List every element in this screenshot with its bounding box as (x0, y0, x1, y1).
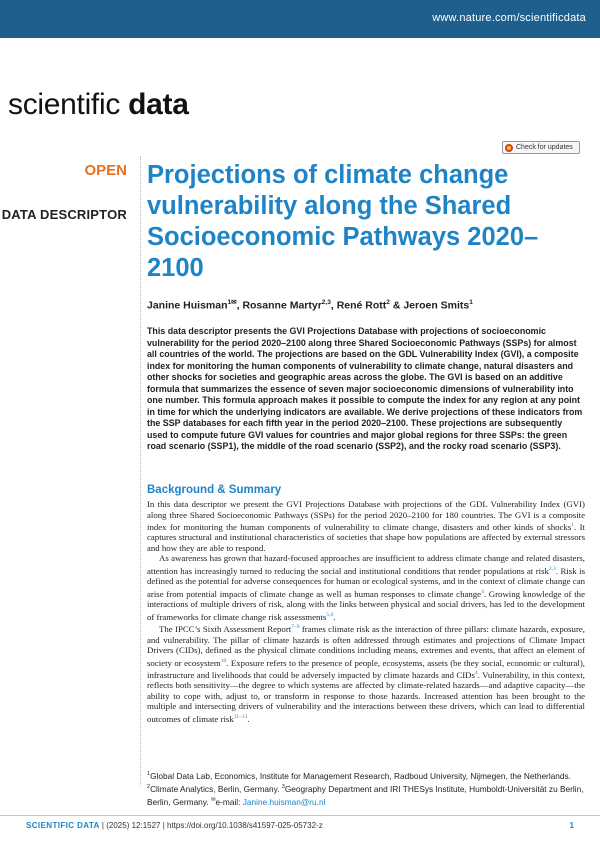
affiliation-number: 3 (281, 783, 285, 790)
paragraph-text: . It captures structural and institutional characteristics of societies that shape how populations are affected by external stressors and how they are able to respond. (147, 521, 586, 553)
footer-separator: | (99, 821, 107, 830)
citation-link[interactable]: 2,3 (548, 565, 556, 572)
citation-link[interactable]: 4 (481, 588, 484, 595)
author-affiliation-ref: 1✉ (227, 299, 237, 306)
author-name[interactable]: René Rott (336, 299, 387, 312)
footer-journal: SCIENTIFIC DATA (26, 821, 100, 830)
citation-link[interactable]: 5,6 (326, 611, 334, 618)
citation-link[interactable]: 10 (220, 657, 227, 664)
journal-logo-light: scientific (8, 88, 121, 121)
crossmark-icon (505, 144, 513, 152)
citation-link[interactable]: 1 (571, 522, 575, 528)
journal-logo-bold: data (128, 88, 189, 121)
mail-icon: ✉ (210, 796, 216, 803)
author-name[interactable]: Jeroen Smits (403, 299, 470, 312)
email-link[interactable]: Janine.huisman@ru.nl (242, 796, 326, 807)
article-body (147, 499, 585, 724)
paragraph (147, 499, 585, 553)
paragraph-text: As awareness has grown that hazard-focused approaches are insufficient to address climate change and related disasters, attention has increasingly turned to reducing the social and institutional conditions that render populations at risk (147, 553, 585, 576)
affiliation-number: 1 (147, 771, 151, 777)
footer-citation[interactable]: (2025) 12:1527 | https://doi.org/10.1038/s41597-025-05732-z (106, 821, 323, 830)
affiliation-text: Geography Department and IRI THESys Institute, Humboldt-Universität zu Berlin, Berlin, Germany. (147, 783, 584, 807)
affiliation-text: Global Data Lab, Economics, Institute for Management Research, Radboud University, Nijmegen, the Netherlands. (150, 770, 571, 781)
author-affiliation-ref: 1 (469, 299, 473, 306)
author-affiliation-ref: 2 (386, 299, 390, 306)
author-separator: , (236, 299, 243, 312)
paragraph-text: . (333, 611, 336, 622)
paragraph-text: . (247, 713, 250, 724)
author-separator: , (330, 299, 337, 312)
open-access-label: OPEN (84, 162, 127, 179)
author-affiliation-ref: 2,3 (321, 299, 331, 306)
paragraph-text: . Exposure refers to the presence of people, ecosystems, assets (be they social, economic or cultural), infrastructure and livelihoods that could be adversely impacted by climate hazards and CIDs (147, 657, 585, 680)
article-title: Projections of climate change vulnerability along the Shared Socioeconomic Pathways 2020–2100 (147, 161, 539, 282)
paragraph (147, 553, 585, 622)
section-heading: Background & Summary (147, 484, 282, 496)
paragraph (147, 622, 585, 724)
affiliations (147, 769, 587, 807)
email-prefix: e-mail: (215, 796, 243, 807)
margin-divider (140, 156, 141, 786)
article-type-label: DATA DESCRIPTOR (1, 207, 127, 222)
footer-divider (0, 815, 600, 816)
citation-link[interactable]: 7–9 (291, 624, 300, 631)
affiliation-text: Climate Analytics, Berlin, Germany. (150, 783, 282, 794)
paragraph-text: . Vulnerability, in this context, reflects both sensitivity—the degree to which systems are affected by climate-related hazards—and adaptive capacity—the ability to cope with, adjust to, or transform in response to those hazards. Increased attention has been brought to the multiple and intersecting drivers of vulnerability and the interactions between these drivers, which can lead to differential outcomes of climate risk (147, 669, 585, 724)
page-footer (26, 821, 323, 830)
paragraph-text: . Growing knowledge of the interactions of multiple drivers of risk, along with the links between physical and social drivers, has led to the development of frameworks for climate change risk assessments (147, 588, 585, 622)
paragraph-text: frames climate risk as the interaction of three pillars: climate hazards, exposure, and vulnerability. The pillar of climate hazards is often addressed through estimates and projections of Climate Impact Drivers (CIDs), defined as the physical climate conditions including means, extremes and events, that affect an element of society or ecosystem (147, 624, 585, 668)
author-list (147, 298, 473, 312)
abstract: This data descriptor presents the GVI Projections Database with projections of socioeconomic vulnerability for the period 2020–2100 along three Shared Socioeconomic Pathways (SSPs) for almost all countries of the world. The projections are based on the GDL Vulnerability Index (GVI), a composite index for monitoring the human components of vulnerability to climate change, natural disasters and other shocks for societies and geographic areas across the globe. The GVI is based on an additive formula that summarizes the essence of seven major socioeconomic dimensions of vulnerability into one number. This formula approach makes it possible to compute the index for any region at any point in time for which the underlying indicators are available. We derive projections of these indicators from the SSP databases for each fifth year in the period 2020–2100. These projections are subsequently used to compute future GVI values for countries and major global regions for three SSPs: the green road scenario (SSP1), the middle of the road scenario (SSP2), and the rocky road scenario (SSP3). (147, 326, 583, 451)
affiliation-number: 2 (147, 783, 151, 790)
journal-url-link[interactable]: www.nature.com/scientificdata (432, 12, 586, 24)
top-banner (0, 0, 600, 38)
check-for-updates-label: Check for updates (516, 144, 573, 151)
author-name[interactable]: Janine Huisman (147, 299, 228, 312)
paragraph-text: In this data descriptor we present the GVI Projections Database with projections of the GDL Vulnerability Index (GVI) along three Shared Socioeconomic Pathways (SSPs) for the period 2020–2100 for 180 countries. The GVI is a composite index for monitoring the human components of vulnerability to climate change, disasters and other kinds of shocks (147, 499, 585, 532)
author-separator: & (389, 299, 404, 312)
check-for-updates-button[interactable] (502, 141, 580, 154)
journal-logo (8, 88, 189, 122)
paragraph-text: . Risk is defined as the potential for adverse consequences for human or ecological systems, and in the context of climate change can arise from potential impacts of climate change as well as human responses to climate change (147, 565, 585, 599)
author-name[interactable]: Rosanne Martyr (242, 299, 322, 312)
citation-link[interactable]: 4 (474, 670, 478, 677)
page-number: 1 (569, 821, 574, 830)
paragraph-text: The IPCC’s Sixth Assessment Report (159, 624, 292, 635)
citation-link[interactable]: 11–13 (233, 713, 248, 720)
